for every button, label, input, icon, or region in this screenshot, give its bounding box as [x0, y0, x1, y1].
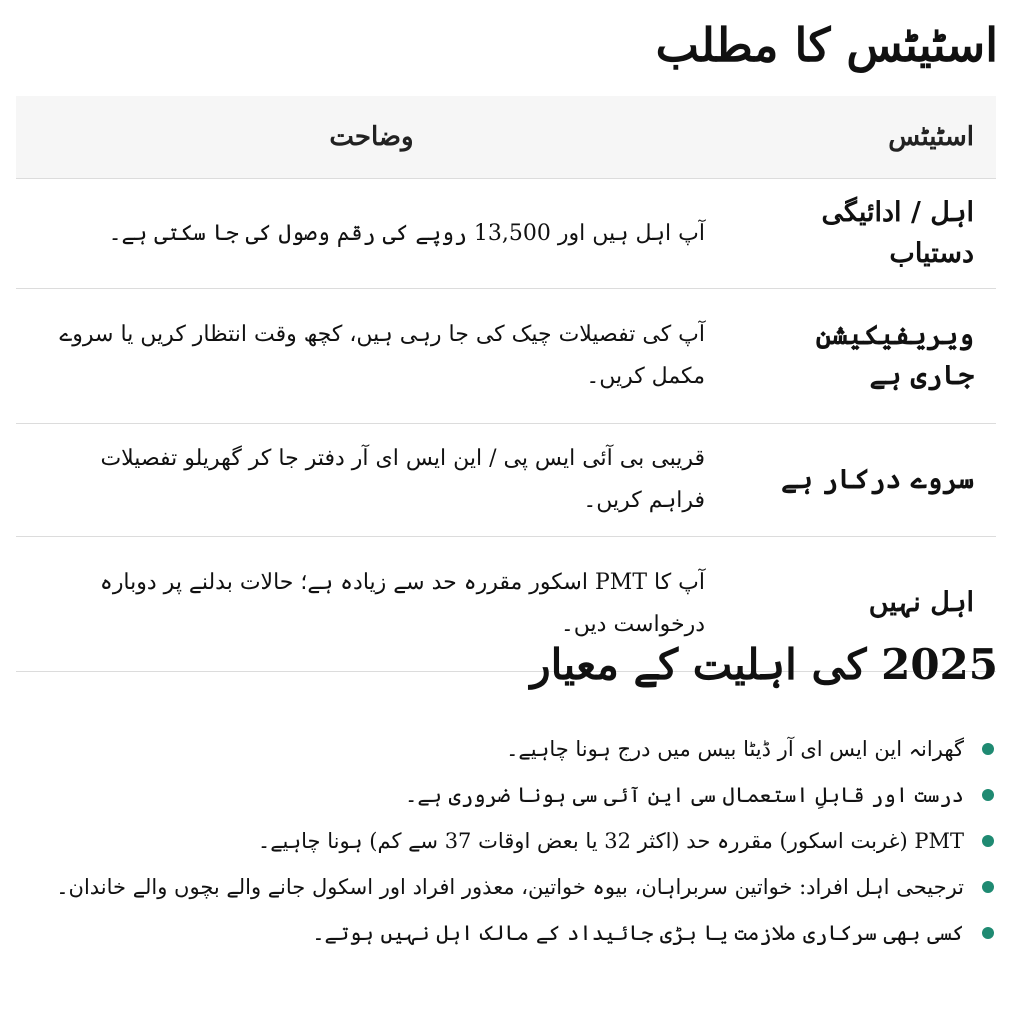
table-row [16, 424, 996, 537]
criteria-list [24, 726, 994, 956]
list-item-text: ترجیحی اہل افراد: خواتین سربراہان، بیوہ خواتین، معذور افراد اور اسکول جانے والے بچوں والے خاندان۔ [56, 875, 964, 899]
bullet-dot-icon [982, 789, 994, 801]
table-header-row [16, 96, 996, 179]
description-cell: آپ کا PMT اسکور مقررہ حد سے زیادہ ہے؛ حالات بدلنے پر دوبارہ درخواست دیں۔ [16, 536, 727, 671]
bullet-dot-icon [982, 835, 994, 847]
list-item [24, 818, 994, 864]
bullet-dot-icon [982, 743, 994, 755]
list-item [24, 772, 994, 818]
description-cell: آپ اہل ہیں اور 13,500 روپے کی رقم وصول کی جا سکتی ہے۔ [16, 179, 727, 289]
bullet-dot-icon [982, 881, 994, 893]
status-table [16, 96, 996, 672]
list-item [24, 726, 994, 772]
status-cell: اہل نہیں [727, 536, 996, 671]
eligibility-criteria-heading: 2025 کی اہلیت کے معیار [530, 640, 998, 689]
list-item-text: گھرانہ این ایس ای آر ڈیٹا بیس میں درج ہونا چاہیے۔ [506, 737, 964, 761]
status-meaning-heading: اسٹیٹس کا مطلب [655, 18, 998, 72]
list-item-text: PMT (غربت اسکور) مقررہ حد (اکثر 32 یا بعض اوقات 37 سے کم) ہونا چاہیے۔ [257, 829, 964, 853]
header-status: اسٹیٹس [727, 96, 996, 179]
table-row [16, 179, 996, 289]
list-item-text: کسی بھی سرکاری ملازمت یا بڑی جائیداد کے مالک اہل نہیں ہوتے۔ [312, 921, 964, 945]
bullet-dot-icon [982, 927, 994, 939]
header-description: وضاحت [16, 96, 727, 179]
list-item [24, 864, 994, 910]
description-cell: آپ کی تفصیلات چیک کی جا رہی ہیں، کچھ وقت انتظار کریں یا سروے مکمل کریں۔ [16, 289, 727, 424]
status-cell: اہل / ادائیگی دستیاب [727, 179, 996, 289]
list-item-text: درست اور قابلِ استعمال سی این آئی سی ہونا ضروری ہے۔ [405, 783, 964, 807]
status-cell: ویریفیکیشن جاری ہے [727, 289, 996, 424]
list-item [24, 910, 994, 956]
description-cell: قریبی بی آئی ایس پی / این ایس ای آر دفتر جا کر گھریلو تفصیلات فراہم کریں۔ [16, 424, 727, 537]
table-row [16, 289, 996, 424]
status-table-container[interactable] [16, 96, 996, 637]
status-cell: سروے درکار ہے [727, 424, 996, 537]
